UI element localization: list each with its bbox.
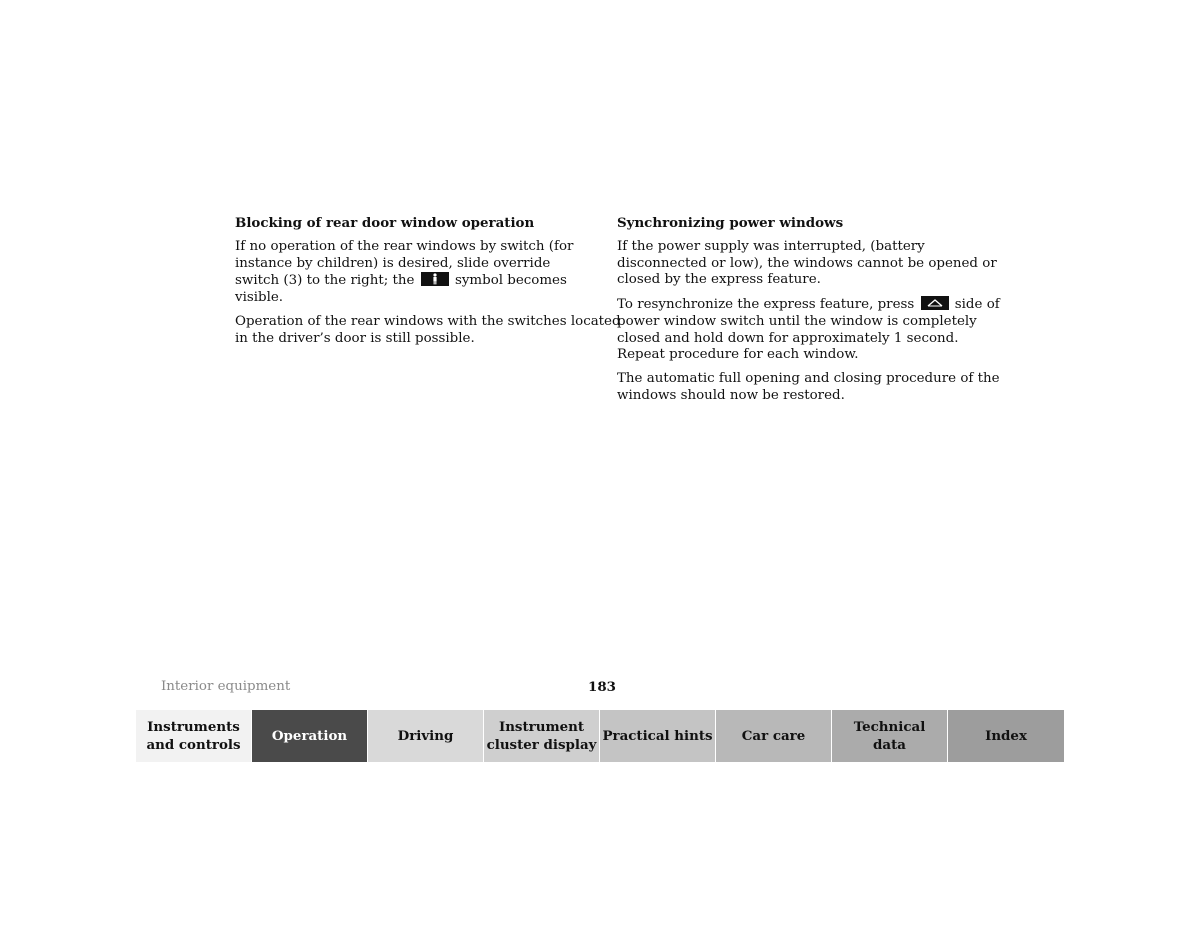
text-segment: switch (3) to the right; the <box>235 273 415 289</box>
paragraph-driver-door-note <box>235 313 621 347</box>
tab-index[interactable] <box>948 710 1064 762</box>
text-segment: To resynchronize the express feature, press <box>617 297 915 313</box>
tab-car-care[interactable] <box>716 710 832 762</box>
paragraph-resynchronize <box>617 296 1000 364</box>
text-line: The automatic full opening and closing procedure of the <box>617 370 1000 386</box>
chapter-tab-bar <box>136 710 1064 762</box>
tab-label: Technical data <box>853 719 926 753</box>
text-line: windows should now be restored. <box>617 387 845 403</box>
text-line: closed by the express feature. <box>617 272 821 288</box>
text-line: instance by children) is desired, slide override <box>235 255 551 271</box>
text-line: If no operation of the rear windows by switch (for <box>235 239 574 254</box>
tab-technical-data[interactable] <box>832 710 948 762</box>
left-column <box>235 214 621 354</box>
tab-label: Index <box>985 728 1027 744</box>
paragraph-blocking-instructions <box>235 239 587 307</box>
text-line: in the driver’s door is still possible. <box>235 330 475 346</box>
tab-instrument-cluster-display[interactable] <box>484 710 600 762</box>
tab-label: Driving <box>397 728 454 744</box>
tab-label: Operation <box>271 728 348 744</box>
tab-label: Car care <box>741 728 806 744</box>
text-line: power window switch until the window is completely <box>617 313 977 329</box>
tab-driving[interactable] <box>368 710 484 762</box>
section-heading-synchronizing: Synchronizing power windows <box>617 215 844 231</box>
text-line-with-icon <box>235 272 587 290</box>
text-line-with-icon <box>617 296 1000 314</box>
page-number: 183 <box>588 679 616 695</box>
tab-practical-hints[interactable] <box>600 710 716 762</box>
footer-section-title: Interior equipment <box>161 679 291 694</box>
text-line: Operation of the rear windows with the switches located <box>235 313 621 329</box>
text-line: disconnected or low), the windows cannot be opened or <box>617 255 997 271</box>
tab-label: Instrument cluster display <box>486 719 597 753</box>
window-up-icon <box>921 296 949 310</box>
text-segment: symbol becomes <box>454 273 567 289</box>
section-heading-blocking: Blocking of rear door window operation <box>235 215 535 231</box>
tab-operation[interactable] <box>252 710 368 762</box>
text-line: Repeat procedure for each window. <box>617 347 859 363</box>
paragraph-restored-note <box>617 370 1000 404</box>
tab-instruments-and-controls[interactable] <box>136 710 252 762</box>
tab-label: Practical hints <box>602 728 713 744</box>
right-column <box>617 214 1000 411</box>
tab-label: Instruments and controls <box>146 719 241 753</box>
text-segment: side of <box>954 297 1000 313</box>
paragraph-power-interrupted <box>617 239 997 289</box>
child-lock-icon <box>421 272 449 286</box>
text-line: If the power supply was interrupted, (battery <box>617 239 925 254</box>
text-line: closed and hold down for approximately 1 second. <box>617 330 959 346</box>
text-line: visible. <box>235 290 284 306</box>
